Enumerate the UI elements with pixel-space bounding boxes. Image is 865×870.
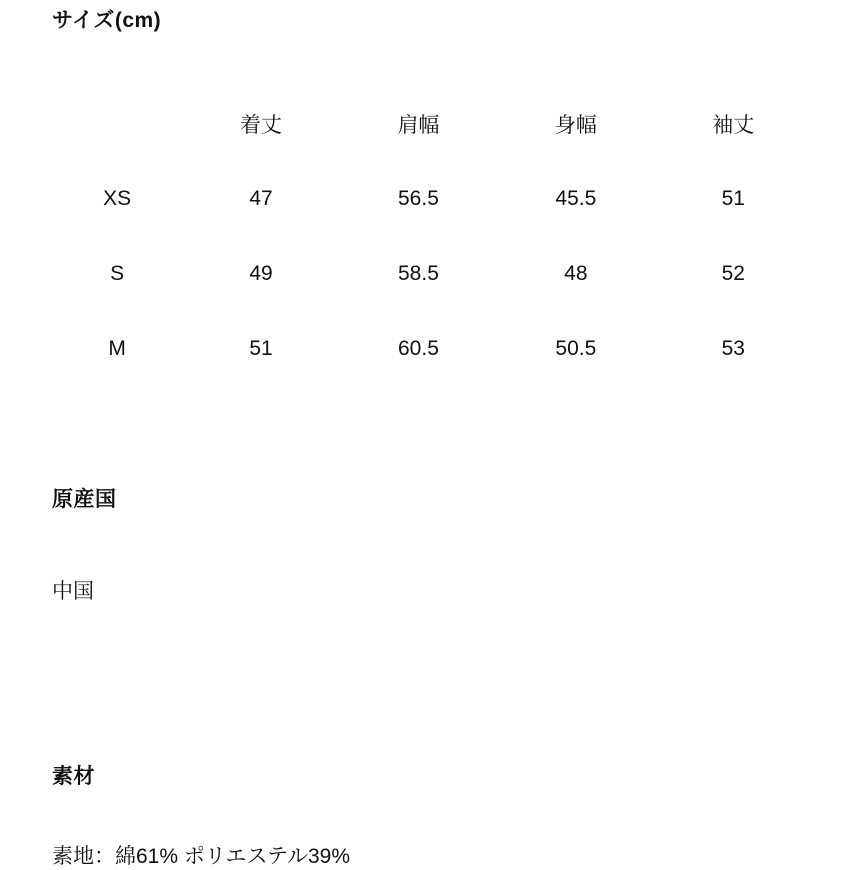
- table-row: [52, 161, 812, 236]
- size-table-head: [52, 86, 812, 161]
- size-section-title: サイズ(cm): [52, 9, 162, 32]
- cell-s-shoulder: 58.5: [398, 261, 439, 285]
- size-table: [52, 86, 812, 386]
- table-row: [52, 311, 812, 386]
- cell-s-chest: 48: [564, 261, 588, 285]
- cell-m-sleeve: 53: [721, 336, 745, 360]
- column-header-shoulder: 肩幅: [397, 113, 440, 137]
- column-header-length: 着丈: [240, 113, 283, 137]
- material-value: 素地：綿61% ポリエステル39%: [52, 845, 351, 868]
- table-header-row: [52, 86, 812, 161]
- cell-m-chest: 50.5: [555, 336, 597, 360]
- cell-xs-shoulder: 56.5: [398, 186, 439, 210]
- size-table-body: [52, 161, 812, 386]
- row-label-m: M: [108, 336, 126, 360]
- cell-s-sleeve: 52: [721, 261, 745, 285]
- row-label-xs: XS: [103, 186, 132, 210]
- column-header-sleeve: 袖丈: [712, 113, 755, 137]
- row-label-s: S: [110, 261, 125, 285]
- cell-xs-chest: 45.5: [555, 186, 597, 210]
- origin-value: 中国: [52, 580, 94, 603]
- cell-m-shoulder: 60.5: [398, 336, 439, 360]
- material-section-title: 素材: [52, 765, 95, 788]
- cell-s-length: 49: [249, 261, 273, 285]
- cell-m-length: 51: [249, 336, 273, 360]
- cell-xs-sleeve: 51: [721, 186, 745, 210]
- column-header-chest: 身幅: [554, 113, 597, 137]
- column-header-size: [52, 86, 182, 161]
- table-row: [52, 236, 812, 311]
- cell-xs-length: 47: [249, 186, 273, 210]
- origin-section-title: 原産国: [52, 488, 117, 511]
